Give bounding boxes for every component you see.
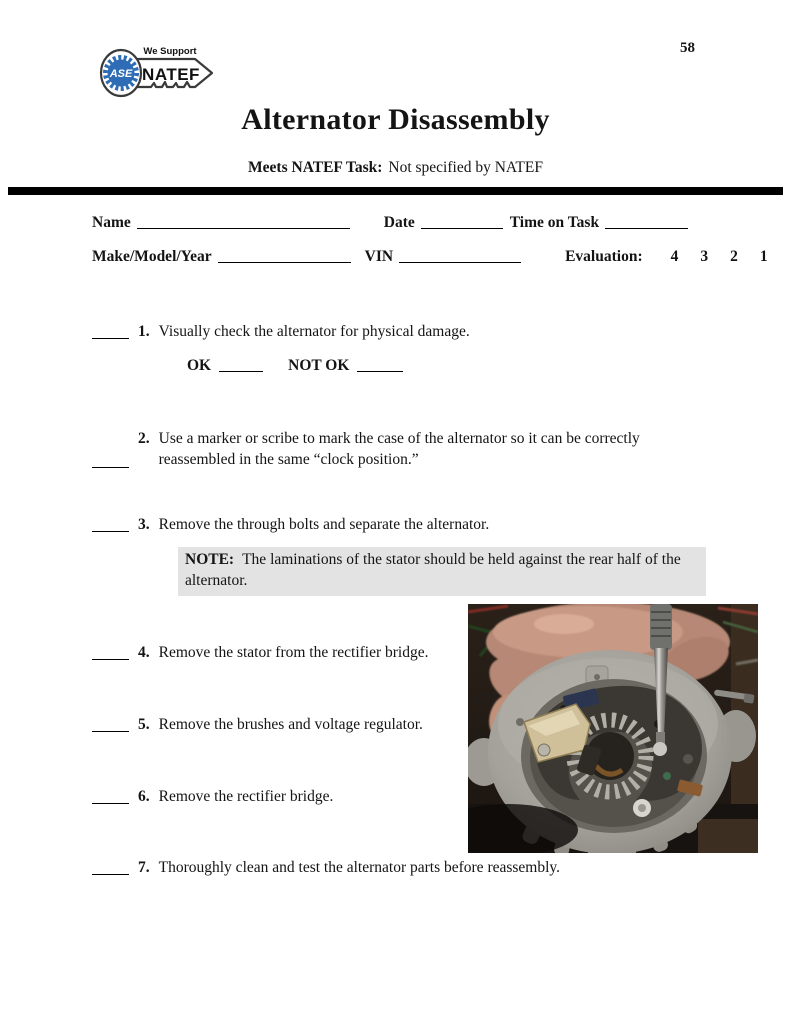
step-5-checkoff-blank — [92, 718, 129, 732]
ase-text: ASE — [109, 68, 133, 80]
evaluation-label: Evaluation: — [565, 248, 643, 265]
step-3-number: 3. — [138, 516, 150, 533]
page-title: Alternator Disassembly — [241, 103, 550, 136]
step-2-text: Use a marker or scribe to mark the case of the alternator so it can be correctly reassembled in the same “clock position.” — [158, 430, 640, 469]
make-model-year-field — [218, 262, 351, 263]
step-2-checkoff-blank — [92, 454, 129, 468]
meets-natef-task-line — [0, 159, 791, 177]
not-ok-blank — [357, 371, 403, 372]
step-3-text: Remove the through bolts and separate the alternator. — [158, 516, 490, 533]
step-4-checkoff-blank — [92, 646, 129, 660]
not-ok-label: NOT OK — [288, 357, 350, 374]
meets-task-label: Meets NATEF Task: — [248, 159, 383, 176]
page-number: 58 — [680, 40, 695, 56]
evaluation-score-4: 4 — [670, 248, 679, 265]
step-7 — [92, 857, 659, 878]
step-5-number: 5. — [138, 716, 150, 733]
note-text: The laminations of the stator should be held against the rear half of the alternator. — [185, 551, 681, 589]
alternator-photo — [468, 604, 758, 853]
ok-not-ok-line — [187, 357, 403, 375]
note-callout — [178, 547, 706, 596]
step-7-number: 7. — [138, 859, 150, 876]
divider-rule — [8, 187, 783, 195]
step-6-text: Remove the rectifier bridge. — [158, 788, 334, 805]
vin-label: VIN — [364, 248, 394, 265]
step-1 — [92, 321, 659, 342]
make-model-year-label: Make/Model/Year — [92, 248, 212, 265]
logo-org-name: NATEF — [142, 65, 200, 84]
step-2 — [92, 428, 659, 471]
name-field — [137, 228, 350, 229]
step-5-text: Remove the brushes and voltage regulator. — [158, 716, 423, 733]
natef-key-logo-graphic — [98, 42, 218, 104]
step-6-number: 6. — [138, 788, 150, 805]
step-6-checkoff-blank — [92, 790, 129, 804]
form-row-vehicle — [92, 248, 768, 266]
date-label: Date — [383, 214, 415, 231]
time-on-task-field — [605, 228, 688, 229]
ok-label: OK — [187, 357, 212, 374]
step-1-checkoff-blank — [92, 325, 129, 339]
step-4-number: 4. — [138, 644, 150, 661]
meets-task-value: Not specified by NATEF — [388, 159, 543, 176]
evaluation-score-3: 3 — [700, 248, 709, 265]
date-field — [421, 228, 503, 229]
step-4-text: Remove the stator from the rectifier bridge. — [158, 644, 429, 661]
natef-logo — [98, 42, 218, 104]
step-7-checkoff-blank — [92, 861, 129, 875]
step-1-number: 1. — [138, 323, 150, 340]
form-row-identification — [92, 214, 688, 232]
ok-blank — [219, 371, 263, 372]
step-7-text: Thoroughly clean and test the alternator parts before reassembly. — [158, 859, 561, 876]
evaluation-score-2: 2 — [730, 248, 738, 265]
vin-field — [399, 262, 521, 263]
step-1-text: Visually check the alternator for physical damage. — [158, 323, 470, 340]
note-label: NOTE: — [185, 551, 235, 568]
evaluation-score-1: 1 — [759, 248, 768, 265]
step-2-number: 2. — [138, 430, 150, 447]
name-label: Name — [92, 214, 131, 231]
time-on-task-label: Time on Task — [509, 214, 600, 231]
step-3-checkoff-blank — [92, 518, 129, 532]
logo-tagline: We Support — [143, 46, 197, 57]
step-3 — [92, 514, 659, 535]
